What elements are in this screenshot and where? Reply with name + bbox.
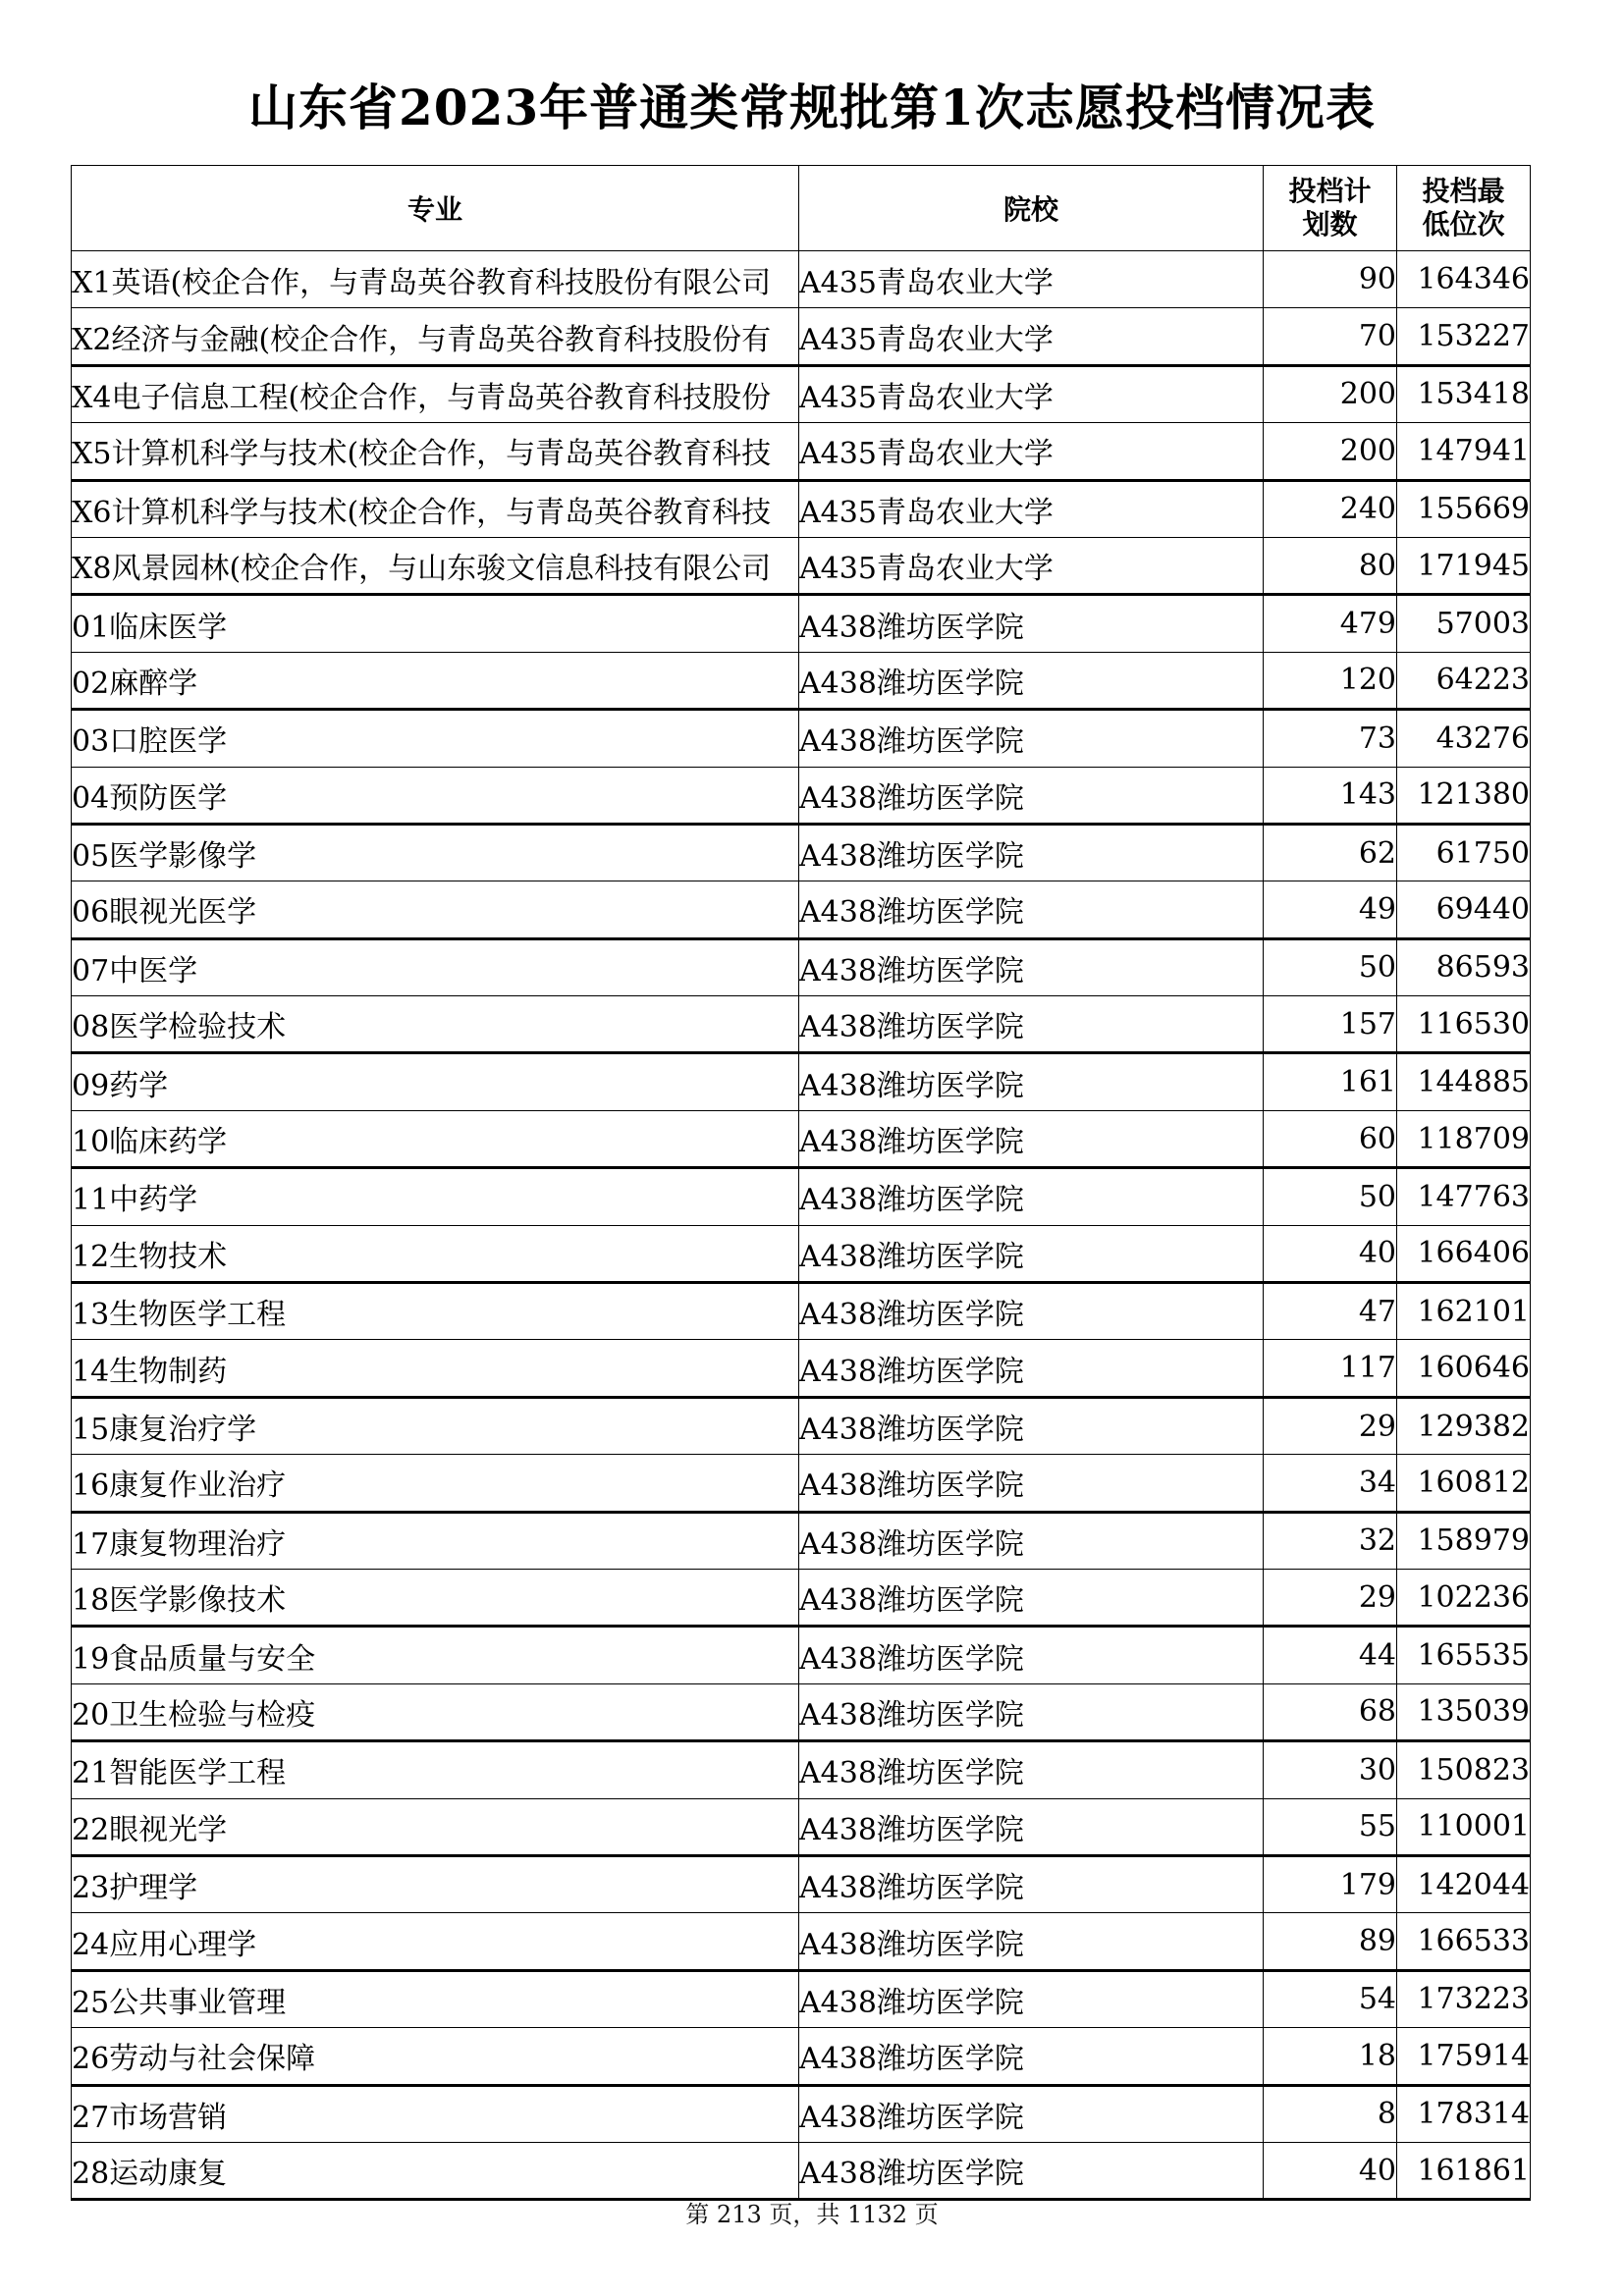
table-row xyxy=(72,308,1531,365)
school-cell: A435青岛农业大学 xyxy=(799,251,1264,308)
table-row xyxy=(72,1110,1531,1167)
plan-cell: 179 xyxy=(1264,1855,1397,1912)
major-cell: 15康复治疗学 xyxy=(72,1397,799,1454)
table-row xyxy=(72,2028,1531,2085)
table-row xyxy=(72,251,1531,308)
header-plan-line2: 划数 xyxy=(1302,208,1358,240)
table-row xyxy=(72,652,1531,709)
rank-cell: 116530 xyxy=(1397,996,1531,1053)
rank-cell: 153227 xyxy=(1397,308,1531,365)
major-cell: X5计算机科学与技术(校企合作，与青岛英谷教育科技 xyxy=(72,423,799,480)
rank-cell: 142044 xyxy=(1397,1855,1531,1912)
school-cell: A438潍坊医学院 xyxy=(799,1512,1264,1569)
table-row xyxy=(72,1225,1531,1282)
table-row xyxy=(72,767,1531,824)
plan-cell: 54 xyxy=(1264,1970,1397,2027)
rank-cell: 57003 xyxy=(1397,595,1531,652)
page-footer: 第 213 页，共 1132 页 xyxy=(685,2201,939,2228)
school-cell: A438潍坊医学院 xyxy=(799,1283,1264,1340)
school-cell: A438潍坊医学院 xyxy=(799,767,1264,824)
table-row xyxy=(72,710,1531,767)
table-row xyxy=(72,1741,1531,1798)
rank-cell: 165535 xyxy=(1397,1627,1531,1683)
plan-cell: 29 xyxy=(1264,1569,1397,1626)
major-cell: 01临床医学 xyxy=(72,595,799,652)
school-cell: A438潍坊医学院 xyxy=(799,1683,1264,1740)
major-cell: 18医学影像技术 xyxy=(72,1569,799,1626)
table-row xyxy=(72,537,1531,594)
rank-cell: 166533 xyxy=(1397,1913,1531,1970)
header-rank-line2: 低位次 xyxy=(1422,208,1505,240)
header-school: 院校 xyxy=(799,166,1264,251)
major-cell: 02麻醉学 xyxy=(72,652,799,709)
school-cell: A438潍坊医学院 xyxy=(799,1627,1264,1683)
major-cell: 22眼视光学 xyxy=(72,1798,799,1855)
rank-cell: 64223 xyxy=(1397,652,1531,709)
school-cell: A438潍坊医学院 xyxy=(799,1569,1264,1626)
table-row xyxy=(72,1455,1531,1512)
header-plan-line1: 投档计 xyxy=(1288,175,1372,207)
table-row xyxy=(72,881,1531,938)
major-cell: 08医学检验技术 xyxy=(72,996,799,1053)
table-row xyxy=(72,423,1531,480)
school-cell: A438潍坊医学院 xyxy=(799,652,1264,709)
table-row xyxy=(72,996,1531,1053)
rank-cell: 43276 xyxy=(1397,710,1531,767)
major-cell: 28运动康复 xyxy=(72,2142,799,2199)
school-cell: A438潍坊医学院 xyxy=(799,1741,1264,1798)
table-row xyxy=(72,938,1531,995)
plan-cell: 62 xyxy=(1264,824,1397,881)
rank-cell: 175914 xyxy=(1397,2028,1531,2085)
rank-cell: 129382 xyxy=(1397,1397,1531,1454)
rank-cell: 160812 xyxy=(1397,1455,1531,1512)
plan-cell: 30 xyxy=(1264,1741,1397,1798)
plan-cell: 8 xyxy=(1264,2085,1397,2142)
rank-cell: 86593 xyxy=(1397,938,1531,995)
school-cell: A438潍坊医学院 xyxy=(799,1110,1264,1167)
plan-cell: 120 xyxy=(1264,652,1397,709)
major-cell: 12生物技术 xyxy=(72,1225,799,1282)
rank-cell: 147941 xyxy=(1397,423,1531,480)
major-cell: 07中医学 xyxy=(72,938,799,995)
rank-cell: 135039 xyxy=(1397,1683,1531,1740)
rank-cell: 110001 xyxy=(1397,1798,1531,1855)
table-row xyxy=(72,1512,1531,1569)
table-row xyxy=(72,2085,1531,2142)
rank-cell: 155669 xyxy=(1397,480,1531,537)
rank-cell: 171945 xyxy=(1397,537,1531,594)
plan-cell: 29 xyxy=(1264,1397,1397,1454)
school-cell: A435青岛农业大学 xyxy=(799,308,1264,365)
major-cell: 23护理学 xyxy=(72,1855,799,1912)
rank-cell: 61750 xyxy=(1397,824,1531,881)
plan-cell: 200 xyxy=(1264,365,1397,422)
school-cell: A435青岛农业大学 xyxy=(799,537,1264,594)
plan-cell: 80 xyxy=(1264,537,1397,594)
school-cell: A435青岛农业大学 xyxy=(799,480,1264,537)
plan-cell: 240 xyxy=(1264,480,1397,537)
plan-cell: 70 xyxy=(1264,308,1397,365)
header-rank-line1: 投档最 xyxy=(1422,175,1505,207)
major-cell: 11中药学 xyxy=(72,1168,799,1225)
plan-cell: 47 xyxy=(1264,1283,1397,1340)
school-cell: A438潍坊医学院 xyxy=(799,938,1264,995)
major-cell: 26劳动与社会保障 xyxy=(72,2028,799,2085)
table-header-row xyxy=(72,166,1531,251)
header-major: 专业 xyxy=(72,166,799,251)
plan-cell: 50 xyxy=(1264,1168,1397,1225)
rank-cell: 161861 xyxy=(1397,2142,1531,2199)
school-cell: A438潍坊医学院 xyxy=(799,996,1264,1053)
plan-cell: 44 xyxy=(1264,1627,1397,1683)
school-cell: A438潍坊医学院 xyxy=(799,824,1264,881)
plan-cell: 32 xyxy=(1264,1512,1397,1569)
school-cell: A438潍坊医学院 xyxy=(799,881,1264,938)
rank-cell: 147763 xyxy=(1397,1168,1531,1225)
school-cell: A438潍坊医学院 xyxy=(799,1225,1264,1282)
table-row xyxy=(72,1053,1531,1110)
school-cell: A438潍坊医学院 xyxy=(799,1970,1264,2027)
school-cell: A438潍坊医学院 xyxy=(799,1455,1264,1512)
admission-table xyxy=(71,165,1531,2201)
major-cell: 06眼视光医学 xyxy=(72,881,799,938)
major-cell: X4电子信息工程(校企合作，与青岛英谷教育科技股份 xyxy=(72,365,799,422)
major-cell: 10临床药学 xyxy=(72,1110,799,1167)
table-row xyxy=(72,1855,1531,1912)
school-cell: A435青岛农业大学 xyxy=(799,423,1264,480)
table-row xyxy=(72,365,1531,422)
school-cell: A438潍坊医学院 xyxy=(799,595,1264,652)
major-cell: 20卫生检验与检疫 xyxy=(72,1683,799,1740)
page-title: 山东省2023年普通类常规批第1次志愿投档情况表 xyxy=(248,79,1376,136)
major-cell: 19食品质量与安全 xyxy=(72,1627,799,1683)
major-cell: 14生物制药 xyxy=(72,1340,799,1397)
school-cell: A438潍坊医学院 xyxy=(799,1053,1264,1110)
plan-cell: 50 xyxy=(1264,938,1397,995)
table-row xyxy=(72,1970,1531,2027)
plan-cell: 73 xyxy=(1264,710,1397,767)
major-cell: 09药学 xyxy=(72,1053,799,1110)
rank-cell: 166406 xyxy=(1397,1225,1531,1282)
plan-cell: 40 xyxy=(1264,1225,1397,1282)
plan-cell: 143 xyxy=(1264,767,1397,824)
rank-cell: 144885 xyxy=(1397,1053,1531,1110)
major-cell: 17康复物理治疗 xyxy=(72,1512,799,1569)
rank-cell: 118709 xyxy=(1397,1110,1531,1167)
plan-cell: 479 xyxy=(1264,595,1397,652)
major-cell: X6计算机科学与技术(校企合作，与青岛英谷教育科技 xyxy=(72,480,799,537)
plan-cell: 55 xyxy=(1264,1798,1397,1855)
major-cell: X1英语(校企合作，与青岛英谷教育科技股份有限公司 xyxy=(72,251,799,308)
plan-cell: 157 xyxy=(1264,996,1397,1053)
rank-cell: 158979 xyxy=(1397,1512,1531,1569)
school-cell: A438潍坊医学院 xyxy=(799,1855,1264,1912)
plan-cell: 60 xyxy=(1264,1110,1397,1167)
table-row xyxy=(72,1397,1531,1454)
school-cell: A438潍坊医学院 xyxy=(799,1397,1264,1454)
table-row xyxy=(72,1340,1531,1397)
school-cell: A438潍坊医学院 xyxy=(799,2028,1264,2085)
plan-cell: 89 xyxy=(1264,1913,1397,1970)
plan-cell: 117 xyxy=(1264,1340,1397,1397)
table-row xyxy=(72,1283,1531,1340)
major-cell: 13生物医学工程 xyxy=(72,1283,799,1340)
plan-cell: 200 xyxy=(1264,423,1397,480)
school-cell: A435青岛农业大学 xyxy=(799,365,1264,422)
major-cell: 25公共事业管理 xyxy=(72,1970,799,2027)
rank-cell: 178314 xyxy=(1397,2085,1531,2142)
rank-cell: 160646 xyxy=(1397,1340,1531,1397)
school-cell: A438潍坊医学院 xyxy=(799,710,1264,767)
table-row xyxy=(72,480,1531,537)
rank-cell: 162101 xyxy=(1397,1283,1531,1340)
major-cell: X8风景园林(校企合作，与山东骏文信息科技有限公司 xyxy=(72,537,799,594)
school-cell: A438潍坊医学院 xyxy=(799,1340,1264,1397)
rank-cell: 153418 xyxy=(1397,365,1531,422)
plan-cell: 40 xyxy=(1264,2142,1397,2199)
major-cell: 27市场营销 xyxy=(72,2085,799,2142)
plan-cell: 161 xyxy=(1264,1053,1397,1110)
major-cell: 21智能医学工程 xyxy=(72,1741,799,1798)
rank-cell: 173223 xyxy=(1397,1970,1531,2027)
table-row xyxy=(72,824,1531,881)
major-cell: 16康复作业治疗 xyxy=(72,1455,799,1512)
major-cell: 24应用心理学 xyxy=(72,1913,799,1970)
plan-cell: 68 xyxy=(1264,1683,1397,1740)
rank-cell: 69440 xyxy=(1397,881,1531,938)
plan-cell: 34 xyxy=(1264,1455,1397,1512)
table-row xyxy=(72,1913,1531,1970)
table-row xyxy=(72,1168,1531,1225)
rank-cell: 150823 xyxy=(1397,1741,1531,1798)
major-cell: 05医学影像学 xyxy=(72,824,799,881)
plan-cell: 18 xyxy=(1264,2028,1397,2085)
header-rank xyxy=(1397,166,1531,251)
school-cell: A438潍坊医学院 xyxy=(799,1913,1264,1970)
school-cell: A438潍坊医学院 xyxy=(799,1168,1264,1225)
school-cell: A438潍坊医学院 xyxy=(799,2142,1264,2199)
header-plan xyxy=(1264,166,1397,251)
major-cell: 03口腔医学 xyxy=(72,710,799,767)
major-cell: X2经济与金融(校企合作，与青岛英谷教育科技股份有 xyxy=(72,308,799,365)
table-row xyxy=(72,595,1531,652)
rank-cell: 121380 xyxy=(1397,767,1531,824)
table-row xyxy=(72,1569,1531,1626)
table-row xyxy=(72,2142,1531,2199)
table-row xyxy=(72,1798,1531,1855)
table-row xyxy=(72,1683,1531,1740)
rank-cell: 164346 xyxy=(1397,251,1531,308)
school-cell: A438潍坊医学院 xyxy=(799,2085,1264,2142)
table-row xyxy=(72,1627,1531,1683)
school-cell: A438潍坊医学院 xyxy=(799,1798,1264,1855)
rank-cell: 102236 xyxy=(1397,1569,1531,1626)
major-cell: 04预防医学 xyxy=(72,767,799,824)
plan-cell: 49 xyxy=(1264,881,1397,938)
plan-cell: 90 xyxy=(1264,251,1397,308)
